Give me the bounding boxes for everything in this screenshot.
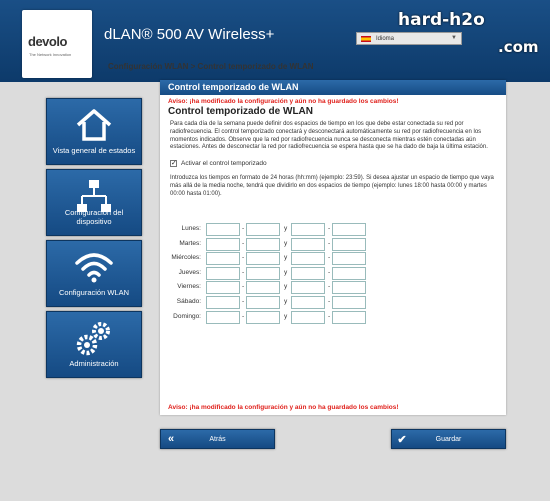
product-title: dLAN® 500 AV Wireless+ [104,26,275,43]
schedule-row [160,238,506,251]
schedule-row [160,223,506,236]
range-separator: - [328,283,331,291]
back-button[interactable] [160,429,275,449]
devolo-logo [22,10,92,78]
unsaved-warning: Aviso: ¡ha modificado la configuración y aún no ha guardado los cambios! [168,98,399,105]
range-separator: - [328,298,331,305]
schedule-row [160,267,506,280]
time-input-3[interactable] [291,252,325,265]
time-input-3[interactable] [291,267,325,280]
time-input-1[interactable] [206,267,240,280]
sidebar-item-label: Configuración del dispositivo [64,208,124,226]
day-label: Viernes: [177,283,201,291]
schedule-row [160,311,506,324]
time-input-3[interactable] [291,311,325,324]
schedule-row [160,281,506,294]
range-separator: - [242,298,245,305]
enable-timer-row[interactable] [160,152,506,167]
day-label: Lunes: [181,225,201,232]
time-input-3[interactable] [291,223,325,236]
range-separator: - [242,283,245,291]
panel-header: Control temporizado de WLAN [160,80,506,95]
range-separator: - [242,268,245,276]
range-separator: - [328,239,331,247]
time-input-4[interactable] [332,311,366,324]
day-label: Domingo: [173,312,201,320]
save-button[interactable] [391,429,506,449]
range-separator: - [328,312,331,320]
language-select[interactable] [356,32,462,45]
time-input-2[interactable] [246,238,280,251]
sidebar-item-label: Administración [69,359,119,368]
logo-text: devolo [28,34,67,49]
range-separator: - [328,225,331,232]
range-separator: y [284,239,288,247]
time-input-3[interactable] [291,296,325,309]
panel-description: Para cada día de la semana puede definir dos espacios de tiempo en los que debe estar conectada su red por radiofrecuencia. El control temporizado conectará y desconectará automáticamente su red por radiofrecuencia en los momentos indicados. Observe que la red por radiofrecuencia nunca se desconecta mientras estén conectadas aún estaciones. Antes de desconectar la red por radiofrecuencia se espera hasta que se ha dado de baja la última estación. [170,121,488,151]
range-separator: y [284,268,288,276]
time-input-2[interactable] [246,252,280,265]
spain-flag-icon [361,36,371,42]
schedule-row [160,296,506,309]
time-input-4[interactable] [332,281,366,294]
time-input-1[interactable] [206,296,240,309]
sidebar-item-label: Vista general de estados [52,146,136,155]
time-input-4[interactable] [332,223,366,236]
sidebar-item-wlan-config[interactable] [46,240,142,307]
time-input-2[interactable] [246,223,280,236]
sidebar-item-device-config[interactable] [46,169,142,236]
sidebar-item-administration[interactable] [46,311,142,378]
save-button-label: Guardar [435,435,462,443]
time-input-2[interactable] [246,267,280,280]
watermark [398,10,539,56]
range-separator: y [284,298,288,305]
time-input-3[interactable] [291,238,325,251]
time-input-1[interactable] [206,238,240,251]
time-input-2[interactable] [246,311,280,324]
range-separator: - [242,254,245,262]
time-format-hint: Introduzca los tiempos en formato de 24 horas (hh:mm) (ejemplo: 23:59). Si desea ajustar un espacio de tiempo que vaya más allá de la media noche, tendrá que dividirlo en dos espacios de tiempo (ejemplo: lunes 18:00 hasta 00:00 y martes 00:00 hasta 01:00). [170,175,494,197]
day-label: Martes: [179,239,201,247]
time-input-4[interactable] [332,252,366,265]
time-input-1[interactable] [206,252,240,265]
range-separator: y [284,312,288,320]
panel-title: Control temporizado de WLAN [168,106,313,117]
time-input-1[interactable] [206,311,240,324]
sidebar-item-status-overview[interactable] [46,98,142,165]
range-separator: y [284,254,288,262]
double-chevron-left-icon: « [167,433,175,445]
range-separator: - [242,225,245,232]
checkmark-icon: ✔ [397,433,407,446]
range-separator: - [328,268,331,276]
time-input-4[interactable] [332,296,366,309]
schedule-row [160,252,506,265]
back-button-label: Atrás [209,435,226,443]
wlan-timer-panel [160,80,506,415]
day-label: Sábado: [176,298,201,305]
time-input-2[interactable] [246,296,280,309]
time-input-3[interactable] [291,281,325,294]
range-separator: - [242,239,245,247]
wifi-icon [74,249,114,285]
breadcrumb: Configuración WLAN > Control temporizado de WLAN [108,62,314,71]
time-input-2[interactable] [246,281,280,294]
enable-timer-label: Activar el control temporizado [181,160,267,168]
logo-tagline: The Network Innovation [29,52,72,57]
home-icon [74,107,114,143]
watermark-top: hard-h2o [398,10,485,30]
language-label: Idioma [376,35,395,42]
range-separator: - [242,312,245,320]
enable-timer-checkbox[interactable]: ✓ [171,160,177,168]
watermark-bottom: .com [498,38,539,56]
gears-icon [74,320,114,356]
time-input-1[interactable] [206,281,240,294]
unsaved-warning-bottom: Aviso: ¡ha modificado la configuración y aún no ha guardado los cambios! [168,404,399,411]
range-separator: - [328,254,331,262]
time-input-4[interactable] [332,267,366,280]
range-separator: y [284,283,288,291]
time-input-4[interactable] [332,238,366,251]
time-input-1[interactable] [206,223,240,236]
range-separator: y [284,225,288,232]
day-label: Jueves: [178,268,201,276]
chevron-down-icon: ▼ [451,35,457,41]
day-label: Miércoles: [171,254,201,262]
sidebar-item-label: Configuración WLAN [58,288,130,297]
